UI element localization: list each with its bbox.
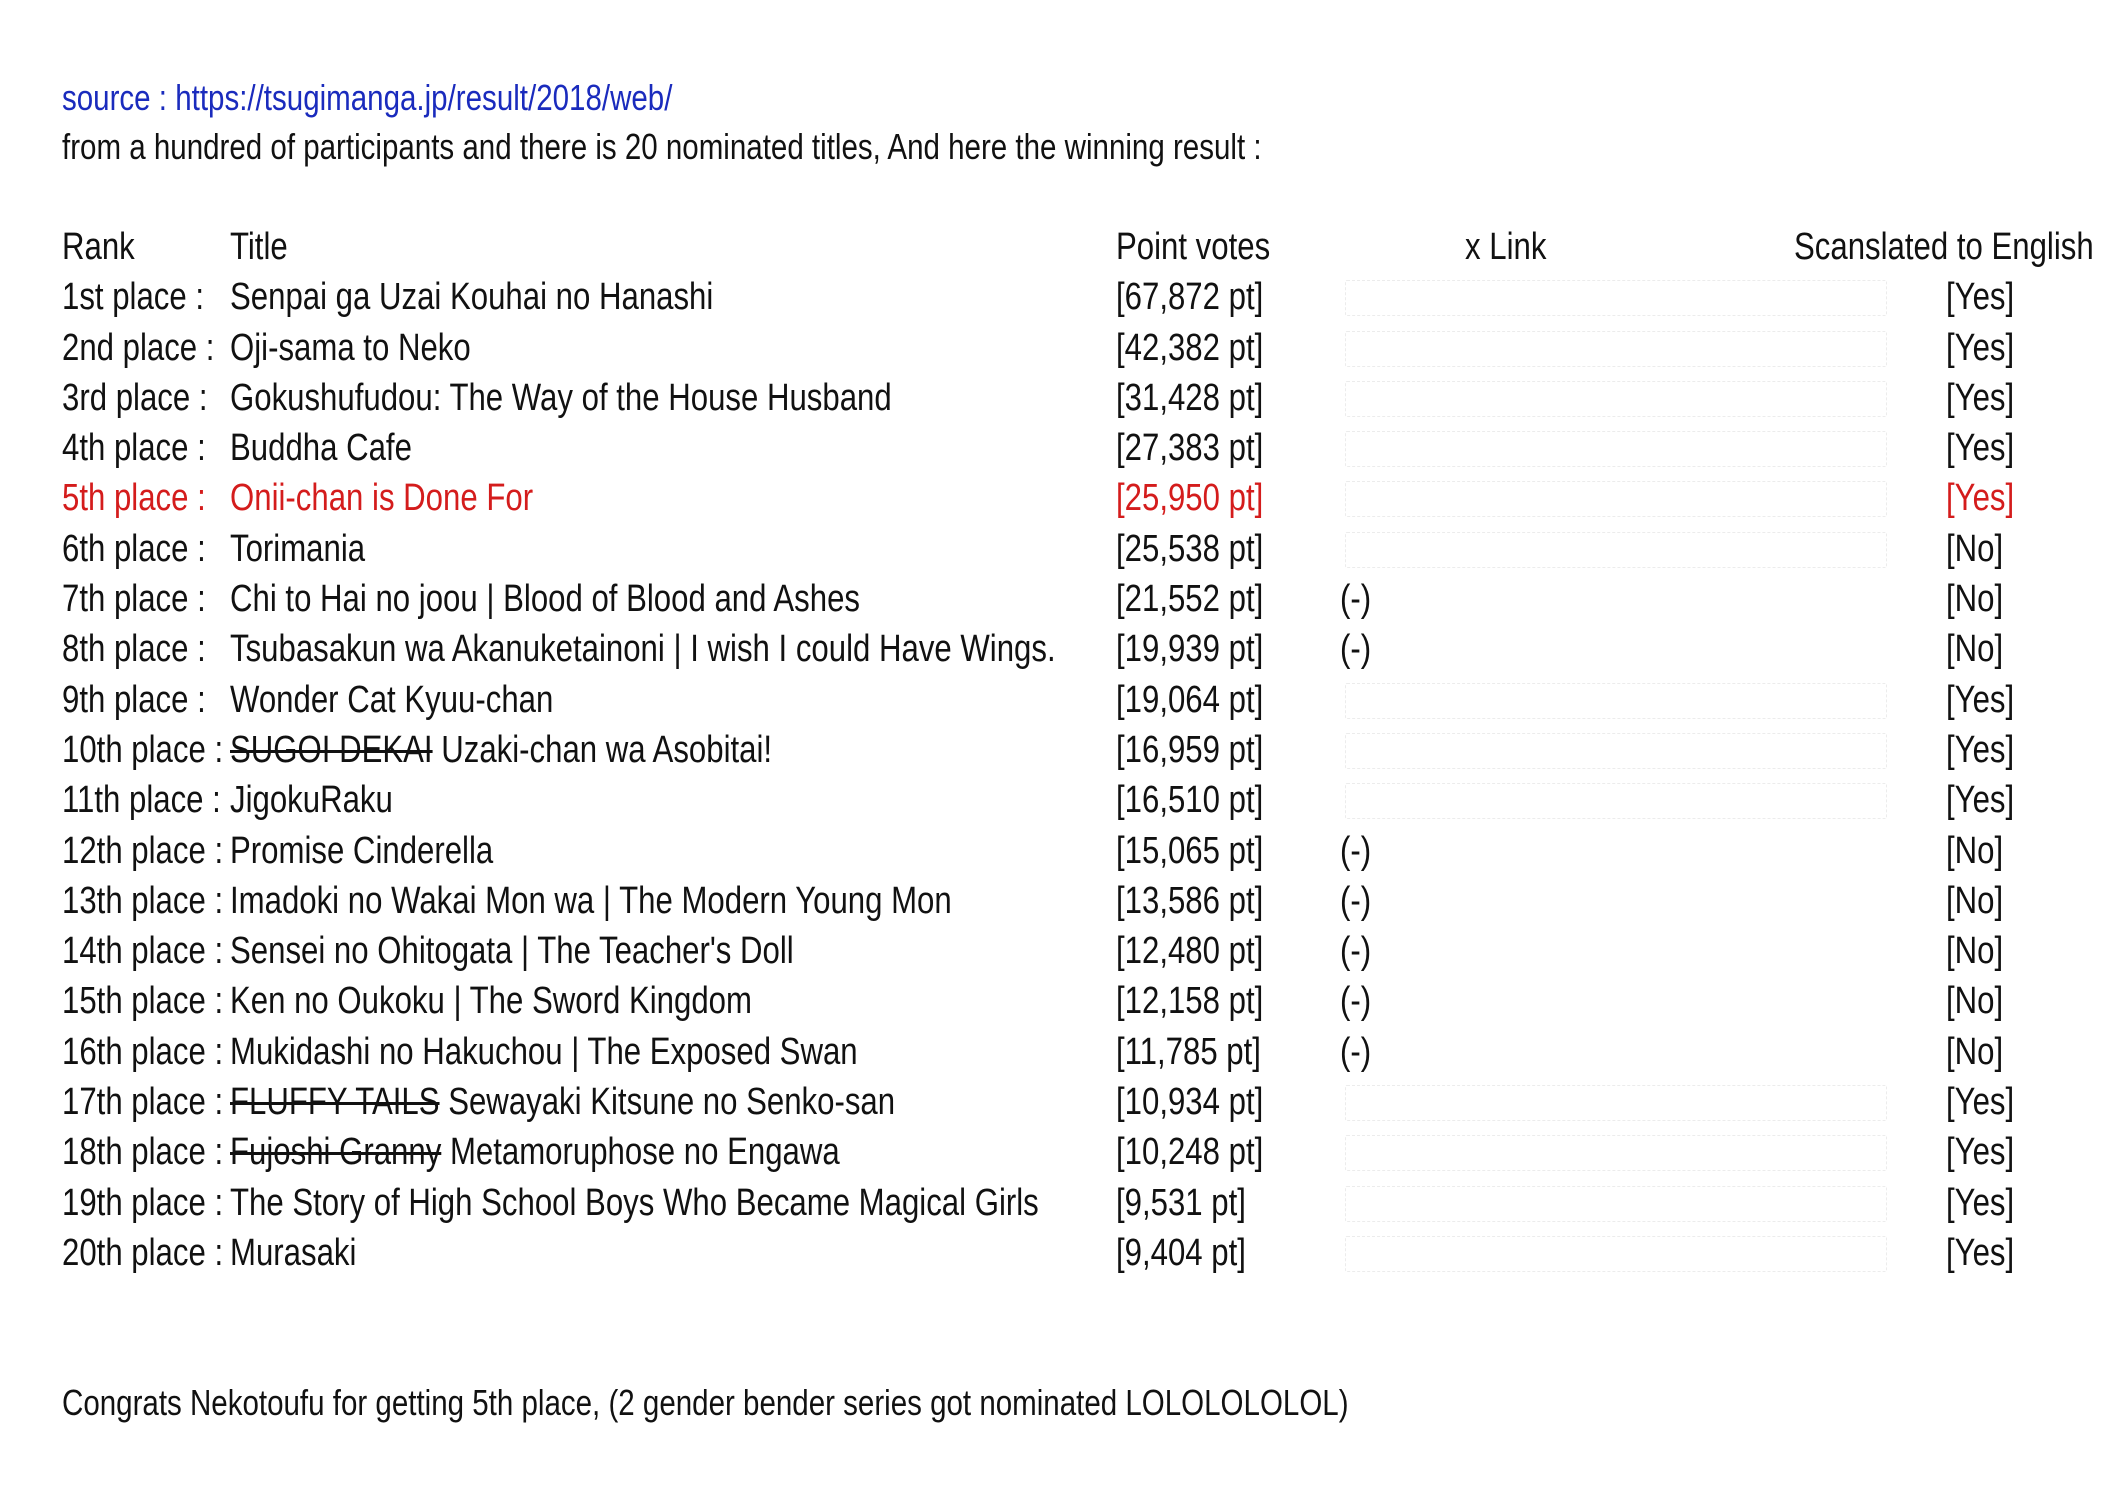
scanslated-cell: [Yes] xyxy=(1946,678,2015,721)
header-scanslated: Scanslated to English xyxy=(1794,226,2094,268)
points-cell: [67,872 pt] xyxy=(1116,276,1264,319)
link-placeholder-box[interactable] xyxy=(1345,532,1887,568)
rank-cell: 19th place : xyxy=(62,1181,224,1224)
title-cell xyxy=(230,675,553,725)
table-row xyxy=(0,323,2119,373)
points-cell: [25,950 pt] xyxy=(1116,477,1264,520)
points-cell: [16,959 pt] xyxy=(1116,728,1264,771)
title-cell xyxy=(230,926,794,976)
title-cell xyxy=(230,473,533,523)
title-text: Senpai ga Uzai Kouhai no Hanashi xyxy=(230,276,714,319)
points-cell: [10,248 pt] xyxy=(1116,1131,1264,1174)
rank-cell: 8th place : xyxy=(62,628,206,671)
scanslated-cell: [Yes] xyxy=(1946,1181,2015,1224)
rank-cell: 14th place : xyxy=(62,930,224,973)
link-placeholder-box[interactable] xyxy=(1345,431,1887,467)
table-row xyxy=(0,473,2119,523)
scanslated-cell: [No] xyxy=(1946,980,2004,1023)
scanslated-cell: [Yes] xyxy=(1946,1231,2015,1274)
title-text: Murasaki xyxy=(230,1231,357,1274)
link-cell: (-) xyxy=(1340,578,1372,621)
link-placeholder-box[interactable] xyxy=(1345,481,1887,517)
rank-cell: 13th place : xyxy=(62,879,224,922)
table-row xyxy=(0,775,2119,825)
scanslated-cell: [No] xyxy=(1946,628,2004,671)
link-cell: (-) xyxy=(1340,879,1372,922)
rank-cell: 4th place : xyxy=(62,427,206,470)
title-text: Wonder Cat Kyuu-chan xyxy=(230,678,554,721)
title-cell xyxy=(230,323,471,373)
title-text: Gokushufudou: The Way of the House Husband xyxy=(230,376,892,419)
points-cell: [15,065 pt] xyxy=(1116,829,1264,872)
rank-cell: 17th place : xyxy=(62,1081,224,1124)
title-cell xyxy=(230,876,952,926)
title-text: Metamoruphose no Engawa xyxy=(449,1131,840,1174)
link-placeholder-box[interactable] xyxy=(1345,683,1887,719)
table-row xyxy=(0,524,2119,574)
points-cell: [12,480 pt] xyxy=(1116,930,1264,973)
title-text: Onii-chan is Done For xyxy=(230,477,534,520)
table-row xyxy=(0,1178,2119,1228)
rank-cell: 11th place : xyxy=(62,779,221,822)
title-cell xyxy=(230,524,365,574)
table-row xyxy=(0,373,2119,423)
title-cell xyxy=(230,1027,858,1077)
struck-nickname: Fujoshi Granny xyxy=(230,1131,442,1174)
link-cell: (-) xyxy=(1340,829,1372,872)
table-row xyxy=(0,1077,2119,1127)
table-row xyxy=(0,574,2119,624)
title-text: Imadoki no Wakai Mon wa | The Modern Young Mon xyxy=(230,879,952,922)
title-cell xyxy=(230,1178,1039,1228)
scanslated-cell: [Yes] xyxy=(1946,1131,2015,1174)
title-text: Chi to Hai no joou | Blood of Blood and Ashes xyxy=(230,578,860,621)
points-cell: [31,428 pt] xyxy=(1116,376,1264,419)
table-row xyxy=(0,1027,2119,1077)
title-text: Sewayaki Kitsune no Senko-san xyxy=(448,1081,896,1124)
scanslated-cell: [Yes] xyxy=(1946,326,2015,369)
struck-nickname: FLUFFY TAILS xyxy=(230,1081,440,1124)
title-cell xyxy=(230,725,772,775)
title-text: JigokuRaku xyxy=(230,779,393,822)
rank-cell: 6th place : xyxy=(62,527,206,570)
title-cell xyxy=(230,1127,840,1177)
scanslated-cell: [No] xyxy=(1946,527,2004,570)
link-placeholder-box[interactable] xyxy=(1345,733,1887,769)
table-row xyxy=(0,272,2119,322)
title-cell xyxy=(230,976,752,1026)
rank-cell: 9th place : xyxy=(62,678,206,721)
table-row xyxy=(0,876,2119,926)
scanslated-cell: [Yes] xyxy=(1946,376,2015,419)
link-placeholder-box[interactable] xyxy=(1345,1085,1887,1121)
congrats-text: Congrats Nekotoufu for getting 5th place, (2 gender bender series got nominated LOLOLOLOLOL) xyxy=(62,1382,1349,1423)
scanslated-cell: [No] xyxy=(1946,1030,2004,1073)
points-cell: [13,586 pt] xyxy=(1116,879,1264,922)
table-row xyxy=(0,826,2119,876)
link-placeholder-box[interactable] xyxy=(1345,1135,1887,1171)
title-cell xyxy=(230,775,393,825)
scanslated-cell: [No] xyxy=(1946,930,2004,973)
points-cell: [19,064 pt] xyxy=(1116,678,1264,721)
rank-cell: 3rd place : xyxy=(62,376,208,419)
link-placeholder-box[interactable] xyxy=(1345,381,1887,417)
table-header xyxy=(0,222,2119,272)
title-cell xyxy=(230,272,713,322)
table-row xyxy=(0,1127,2119,1177)
scanslated-cell: [Yes] xyxy=(1946,1081,2015,1124)
scanslated-cell: [No] xyxy=(1946,578,2004,621)
rank-cell: 18th place : xyxy=(62,1131,224,1174)
points-cell: [12,158 pt] xyxy=(1116,980,1264,1023)
header-title: Title xyxy=(230,226,288,268)
title-text: Mukidashi no Hakuchou | The Exposed Swan xyxy=(230,1030,858,1073)
table-body xyxy=(0,272,2119,1278)
points-cell: [21,552 pt] xyxy=(1116,578,1264,621)
link-placeholder-box[interactable] xyxy=(1345,1186,1887,1222)
scanslated-cell: [Yes] xyxy=(1946,477,2015,520)
link-placeholder-box[interactable] xyxy=(1345,1236,1887,1272)
link-cell: (-) xyxy=(1340,930,1372,973)
points-cell: [25,538 pt] xyxy=(1116,527,1264,570)
scanslated-cell: [No] xyxy=(1946,829,2004,872)
points-cell: [19,939 pt] xyxy=(1116,628,1264,671)
title-cell xyxy=(230,1228,356,1278)
title-text: The Story of High School Boys Who Became Magical Girls xyxy=(230,1181,1039,1224)
scanslated-cell: [No] xyxy=(1946,879,2004,922)
points-cell: [9,531 pt] xyxy=(1116,1181,1246,1224)
scanslated-cell: [Yes] xyxy=(1946,276,2015,319)
rank-cell: 16th place : xyxy=(62,1030,224,1073)
link-cell: (-) xyxy=(1340,628,1372,671)
link-placeholder-box[interactable] xyxy=(1345,331,1887,367)
table-row xyxy=(0,675,2119,725)
struck-nickname: SUGOI DEKAI xyxy=(230,728,433,771)
table-row xyxy=(0,926,2119,976)
header-points: Point votes xyxy=(1116,226,1271,268)
intro-text: from a hundred of participants and there is 20 nominated titles, And here the winning result : xyxy=(62,126,1262,167)
title-cell xyxy=(230,574,860,624)
rank-cell: 2nd place : xyxy=(62,326,215,369)
title-text: Ken no Oukoku | The Sword Kingdom xyxy=(230,980,752,1023)
results-table xyxy=(0,222,2119,1278)
link-placeholder-box[interactable] xyxy=(1345,783,1887,819)
link-cell: (-) xyxy=(1340,980,1372,1023)
table-row xyxy=(0,624,2119,674)
points-cell: [10,934 pt] xyxy=(1116,1081,1264,1124)
rank-cell: 20th place : xyxy=(62,1231,224,1274)
table-row xyxy=(0,423,2119,473)
link-cell: (-) xyxy=(1340,1030,1372,1073)
table-row xyxy=(0,1228,2119,1278)
points-cell: [11,785 pt] xyxy=(1116,1030,1261,1073)
title-cell xyxy=(230,373,892,423)
points-cell: [42,382 pt] xyxy=(1116,326,1264,369)
rank-cell: 5th place : xyxy=(62,477,206,520)
scanslated-cell: [Yes] xyxy=(1946,728,2015,771)
points-cell: [16,510 pt] xyxy=(1116,779,1264,822)
title-text: Promise Cinderella xyxy=(230,829,494,872)
table-row xyxy=(0,725,2119,775)
points-cell: [27,383 pt] xyxy=(1116,427,1264,470)
title-cell xyxy=(230,826,493,876)
title-cell xyxy=(230,1077,895,1127)
rank-cell: 10th place : xyxy=(62,728,224,771)
header-rank: Rank xyxy=(62,226,135,268)
rank-cell: 1st place : xyxy=(62,276,205,319)
header-link: x Link xyxy=(1465,226,1547,268)
title-text: Buddha Cafe xyxy=(230,427,412,470)
scanslated-cell: [Yes] xyxy=(1946,427,2015,470)
table-row xyxy=(0,976,2119,1026)
title-text: Oji-sama to Neko xyxy=(230,326,471,369)
title-cell xyxy=(230,624,1056,674)
link-placeholder-box[interactable] xyxy=(1345,280,1887,316)
rank-cell: 15th place : xyxy=(62,980,224,1023)
title-cell xyxy=(230,423,412,473)
title-text: Tsubasakun wa Akanuketainoni | I wish I could Have Wings. xyxy=(230,628,1056,671)
rank-cell: 12th place : xyxy=(62,829,224,872)
title-text: Torimania xyxy=(230,527,366,570)
title-text: Sensei no Ohitogata | The Teacher's Doll xyxy=(230,930,794,973)
rank-cell: 7th place : xyxy=(62,578,206,621)
source-link[interactable]: source : https://tsugimanga.jp/result/2018/web/ xyxy=(62,77,673,118)
title-text: Uzaki-chan wa Asobitai! xyxy=(441,728,773,771)
scanslated-cell: [Yes] xyxy=(1946,779,2015,822)
points-cell: [9,404 pt] xyxy=(1116,1231,1246,1274)
